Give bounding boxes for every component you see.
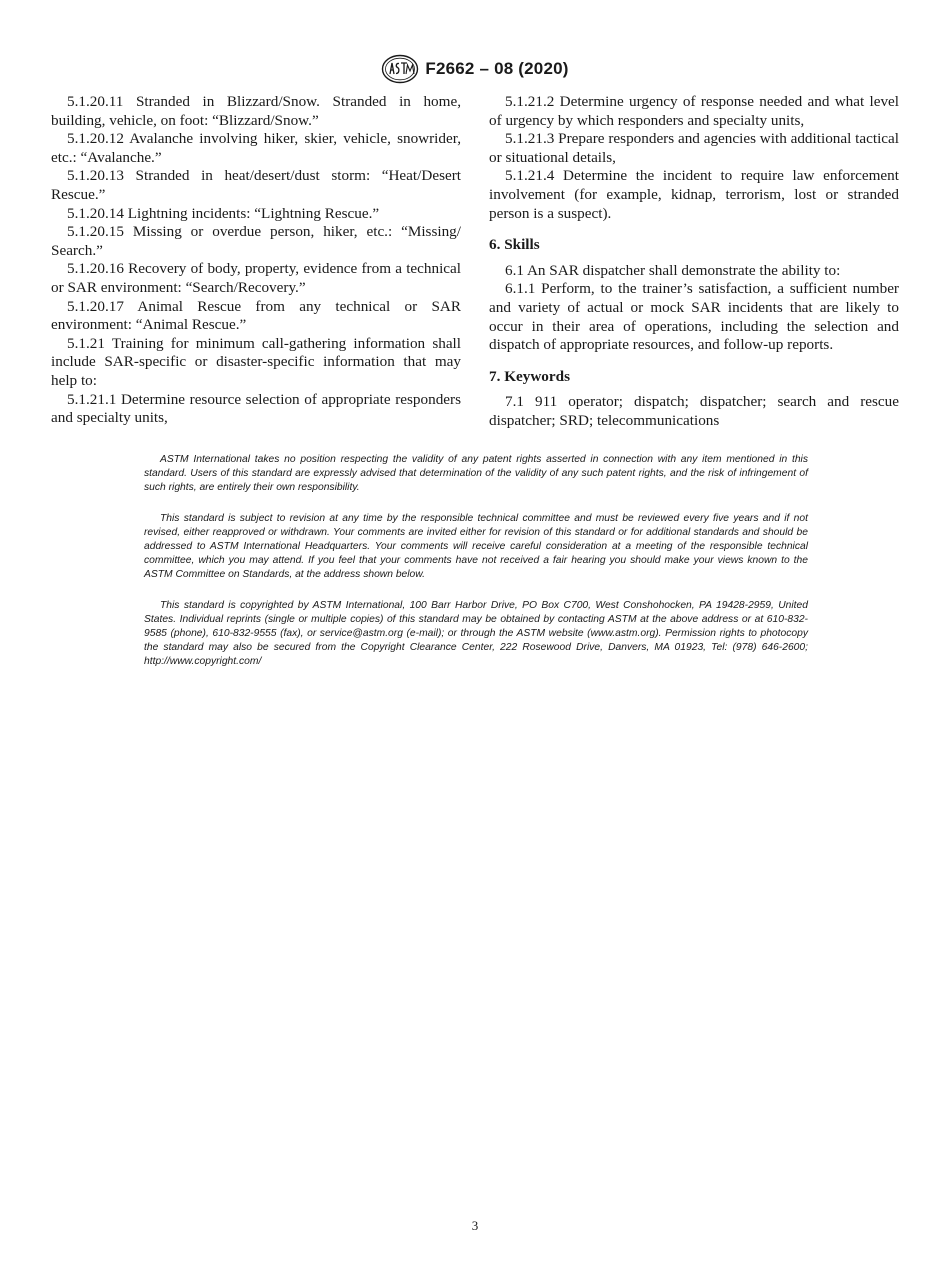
paragraph: 5.1.20.13 Stranded in heat/desert/dust storm: “Heat/Desert Rescue.” (51, 167, 461, 203)
paragraph: 5.1.20.15 Missing or overdue person, hiker, etc.: “Missing/ Search.” (51, 223, 461, 259)
paragraph: 5.1.21.1 Determine resource selection of appropriate responders and specialty units, (51, 390, 461, 427)
legal-notices (144, 453, 808, 686)
paragraph: 6.1.1 Perform, to the trainer’s satisfaction, a sufficient number and variety of actual or mock SAR incidents that are likely to occur in their area of operations, including the selection and dispatch of appropriate resources, and follow-up reports. (489, 280, 899, 354)
paragraph: 5.1.21 Training for minimum call-gathering information shall include SAR-specific or disaster-specific information that may help to: (51, 334, 461, 389)
revision-notice: This standard is subject to revision at any time by the responsible technical committee and must be reviewed every five years and if not revised, either reapproved or withdrawn. Your comments are invited either for revision of this standard or for additional standards and should be addressed to ASTM International Headquarters. Your comments will receive careful consideration at a meeting of the responsible technical committee, which you may attend. If you feel that your comments have not received a fair hearing you should make your views known to the ASTM Committee on Standards, at the address shown below. (144, 513, 808, 580)
paragraph: 5.1.20.17 Animal Rescue from any technical or SAR environment: “Animal Rescue.” (51, 297, 461, 334)
left-column (51, 93, 461, 428)
section-heading-skills: 6. Skills (489, 236, 540, 254)
paragraph: 6.1 An SAR dispatcher shall demonstrate the ability to: (505, 261, 841, 279)
standard-designation: F2662 – 08 (2020) (425, 59, 569, 78)
paragraph: 5.1.21.2 Determine urgency of response needed and what level of urgency by which responders and specialty units, (489, 93, 899, 129)
copyright-notice: This standard is copyrighted by ASTM International, 100 Barr Harbor Drive, PO Box C700, West Conshohocken, PA 19428-2959, United States. Individual reprints (single or multiple copies) of this standard may be obtained by contacting ASTM at the above address or at 610-832-9585 (phone), 610-832-9555 (fax), or service@astm.org (e-mail); or through the ASTM website (www.astm.org). Permission rights to photocopy the standard may also be secured from the Copyright Clearance Center, 222 Rosewood Drive, Danvers, MA 01923, Tel: (978) 646-2600; http://www.copyright.com/ (144, 600, 808, 667)
paragraph: 5.1.20.11 Stranded in Blizzard/Snow. Stranded in home, building, vehicle, on foot: “Blizzard/Snow.” (51, 93, 461, 129)
section-heading-keywords: 7. Keywords (489, 367, 570, 385)
astm-logo-icon (381, 54, 419, 84)
right-column (489, 93, 899, 431)
patent-notice: ASTM International takes no position respecting the validity of any patent rights asserted in connection with any item mentioned in this standard. Users of this standard are expressly advised that determination of the validity of any such patent rights, and the risk of infringement of such rights, are entirely their own responsibility. (144, 454, 808, 493)
paragraph: 5.1.21.4 Determine the incident to require law enforcement involvement (for example, kidnap, terrorism, lost or stranded person is a suspect). (489, 167, 899, 222)
paragraph: 5.1.20.14 Lightning incidents: “Lightning Rescue.” (67, 204, 380, 222)
page-header (0, 54, 950, 84)
paragraph: 5.1.20.16 Recovery of body, property, evidence from a technical or SAR environment: “Search/Recovery.” (51, 260, 461, 296)
paragraph: 5.1.21.3 Prepare responders and agencies with additional tactical or situational details, (489, 130, 899, 166)
paragraph: 7.1 911 operator; dispatch; dispatcher; search and rescue dispatcher; SRD; telecommunications (489, 393, 899, 429)
page-number: 3 (471, 1218, 479, 1233)
paragraph: 5.1.20.12 Avalanche involving hiker, skier, vehicle, snowrider, etc.: “Avalanche.” (51, 130, 461, 166)
